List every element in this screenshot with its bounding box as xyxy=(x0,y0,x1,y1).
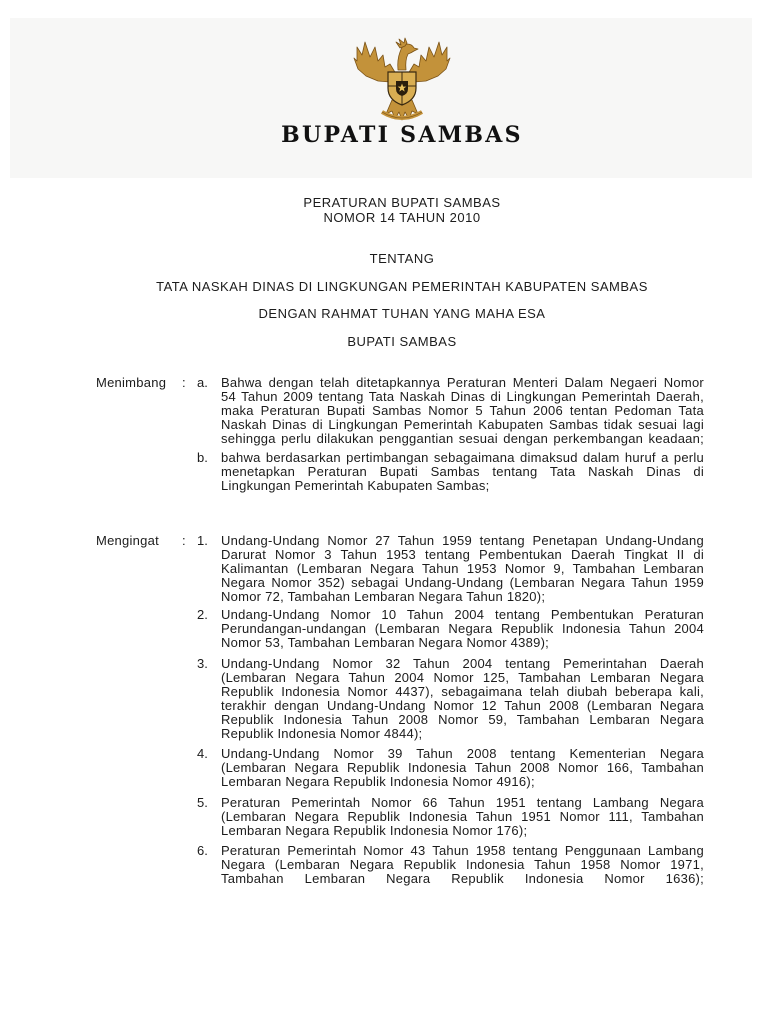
mengingat-4-line: Undang-Undang Nomor 39 Tahun 2008 tentang Kementerian Negara xyxy=(221,747,704,761)
menimbang-a-line: Naskah Dinas di Lingkungan Pemerintah Kabupaten Sambas tidak sesuai lagi xyxy=(221,418,704,432)
mengingat-1-line: Negara Nomor 352) sebagai Undang-Undang (Lembaran Negara Tahun 1959 xyxy=(221,576,704,590)
about-label: TENTANG xyxy=(369,251,435,266)
mengingat-1-line: Undang-Undang Nomor 27 Tahun 1959 tentang Penetapan Undang-Undang xyxy=(221,534,704,548)
item-marker: 2. xyxy=(197,607,208,622)
menimbang-a-line: sehingga perlu dilakukan penggantian sesuai dengan perkembangan keadaan; xyxy=(221,432,704,446)
menimbang-b-line: menetapkan Peraturan Bupati Sambas tentang Tata Naskah Dinas di xyxy=(221,465,704,479)
authority: BUPATI SAMBAS xyxy=(347,334,457,349)
mengingat-3-line: Republik Indonesia Nomor 4437), sebagaimana telah diubah beberapa kali, xyxy=(221,685,704,699)
mengingat-2-line: Undang-Undang Nomor 10 Tahun 2004 tentang Pembentukan Peraturan xyxy=(221,608,704,622)
mengingat-1-line: Nomor 72, Tambahan Lembaran Negara Tahun 1820); xyxy=(221,590,546,604)
item-marker: 3. xyxy=(197,656,208,671)
menimbang-label: Menimbang xyxy=(96,375,167,390)
item-marker: 4. xyxy=(197,746,208,761)
item-marker: b. xyxy=(197,450,208,465)
mengingat-6-line: Peraturan Pemerintah Nomor 43 Tahun 1958 tentang Penggunaan Lambang xyxy=(221,844,704,858)
mengingat-3-line: Republik Indonesia Nomor 4844); xyxy=(221,727,423,741)
mengingat-1-line: Kalimantan (Lembaran Negara Tahun 1953 Nomor 9, Tambahan Lembaran xyxy=(221,562,704,576)
mengingat-colon: : xyxy=(182,533,186,548)
item-marker: 6. xyxy=(197,843,208,858)
menimbang-b-line: Lingkungan Pemerintah Kabupaten Sambas; xyxy=(221,479,490,493)
menimbang-a-line: Bahwa dengan telah ditetapkannya Peraturan Menteri Dalam Negaeri Nomor xyxy=(221,376,704,390)
mengingat-1-line: Darurat Nomor 3 Tahun 1953 tentang Pembentukan Daerah Tingkat II di xyxy=(221,548,704,562)
mengingat-5-line: Peraturan Pemerintah Nomor 66 Tahun 1951 tentang Lambang Negara xyxy=(221,796,704,810)
mengingat-5-line: Lembaran Negara Republik Indonesia Nomor 176); xyxy=(221,824,528,838)
regulation-title: PERATURAN BUPATI SAMBAS xyxy=(303,195,501,210)
menimbang-a-line: maka Peraturan Bupati Sambas Nomor 5 Tahun 2006 tentan Pedoman Tata xyxy=(221,404,704,418)
garuda-pancasila-emblem-icon xyxy=(352,34,452,124)
regulation-subject: TATA NASKAH DINAS DI LINGKUNGAN PEMERINTAH KABUPATEN SAMBAS xyxy=(156,279,648,294)
regulation-number: NOMOR 14 TAHUN 2010 xyxy=(323,210,481,225)
mengingat-2-line: Nomor 53, Tambahan Lembaran Negara Nomor 4389); xyxy=(221,636,550,650)
invocation: DENGAN RAHMAT TUHAN YANG MAHA ESA xyxy=(258,306,546,321)
item-marker: a. xyxy=(197,375,208,390)
mengingat-4-line: (Lembaran Negara Republik Indonesia Tahun 2008 Nomor 166, Tambahan xyxy=(221,761,704,775)
menimbang-colon: : xyxy=(182,375,186,390)
menimbang-a-line: 54 Tahun 2009 tentang Tata Naskah Dinas di Lingkungan Pemerintah Daerah, xyxy=(221,390,704,404)
mengingat-6-line: Negara (Lembaran Negara Republik Indonesia Tahun 1958 Nomor 1971, xyxy=(221,858,704,872)
mengingat-3-line: (Lembaran Negara Tahun 2004 Nomor 125, Tambahan Lembaran Negara xyxy=(221,671,704,685)
item-marker: 1. xyxy=(197,533,208,548)
mengingat-3-line: Republik Indonesia Tahun 2008 Nomor 59, Tambahan Lembaran Negara xyxy=(221,713,704,727)
mengingat-6-line: Tambahan Lembaran Negara Republik Indonesia Nomor 1636); xyxy=(221,872,704,886)
mengingat-4-line: Lembaran Negara Republik Indonesia Nomor 4916); xyxy=(221,775,535,789)
menimbang-b-line: bahwa berdasarkan pertimbangan sebagaimana dimaksud dalam huruf a perlu xyxy=(221,451,704,465)
mengingat-3-line: Undang-Undang Nomor 32 Tahun 2004 tentang Pemerintahan Daerah xyxy=(221,657,704,671)
mengingat-2-line: Perundangan-undangan (Lembaran Negara Republik Indonesia Tahun 2004 xyxy=(221,622,704,636)
mengingat-3-line: terakhir dengan Undang-Undang Nomor 12 Tahun 2008 (Lembaran Negara xyxy=(221,699,704,713)
letterhead-title: BUPATI SAMBAS xyxy=(281,122,523,148)
mengingat-5-line: (Lembaran Negara Republik Indonesia Tahun 1951 Nomor 111, Tambahan xyxy=(221,810,704,824)
mengingat-label: Mengingat xyxy=(96,533,159,548)
item-marker: 5. xyxy=(197,795,208,810)
